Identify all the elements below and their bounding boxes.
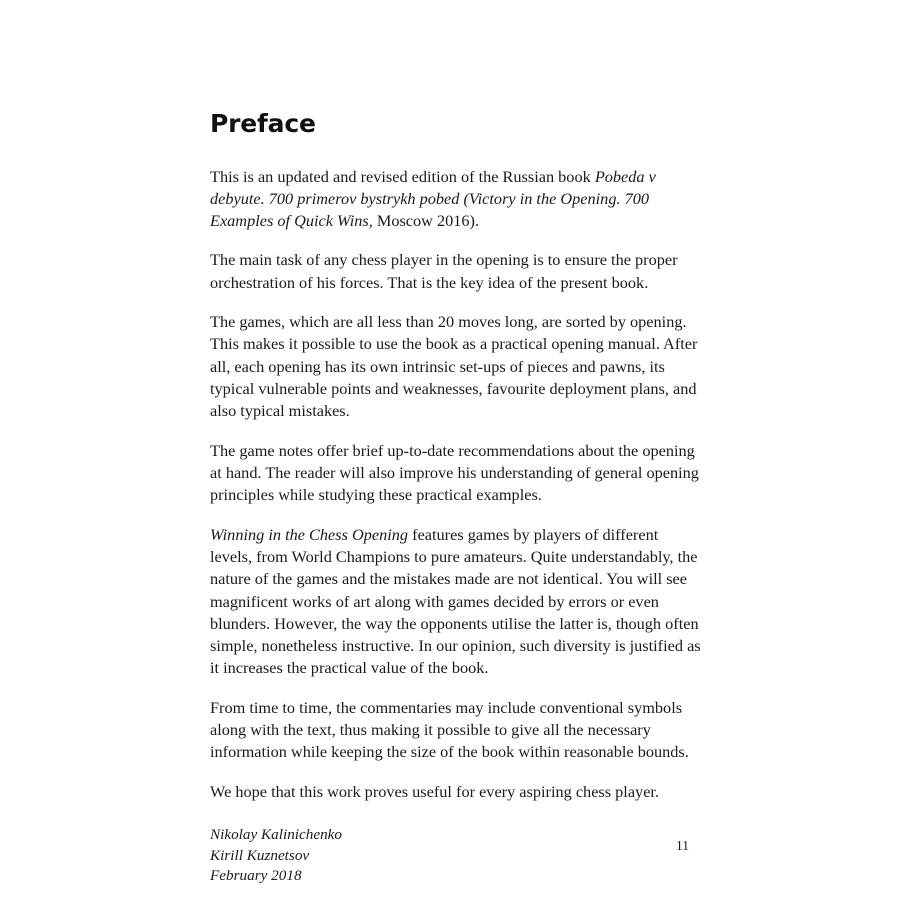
signature-date: February 2018	[210, 867, 302, 885]
signature-author-1: Nikolay Kalinichenko	[210, 826, 343, 843]
paragraph-5-run-1-italic: Winning in the Chess Opening	[210, 524, 409, 544]
paragraph-1	[210, 166, 702, 233]
paragraph-5	[210, 524, 702, 680]
paragraph-1-run-1: This is an updated and revised edition of the Russian book	[210, 166, 595, 186]
paragraph-4: The game notes offer brief up-to-date recommendations about the opening at hand. The reader will also improve his understanding of general opening principles while studying these practical examples.	[210, 440, 699, 505]
paragraph-5-run-2: features games by players of different levels, from World Champions to pure amateurs. Quite understandably, the nature of the games and the mistakes made are not identical. You will see magnificent works of art along with games decided by errors or even blunders. However, the way the opponents utilise the latter is, though often simple, nonetheless instructive. In our opinion, such diversity is justified as it increases the practical value of the book.	[210, 524, 701, 678]
page-title: Preface	[210, 109, 316, 138]
paragraph-1-run-2-italic: Pobeda v debyute. 700 primerov bystrykh pobed (Victory in the Opening. 700 Examples of Quick Wins,	[210, 166, 656, 231]
page-number: 11	[676, 838, 689, 853]
paragraph-7: We hope that this work proves useful for every aspiring chess player.	[210, 781, 660, 801]
paragraph-1-run-3: Moscow 2016).	[372, 211, 480, 231]
page-content	[210, 110, 702, 887]
paragraph-3: The games, which are all less than 20 moves long, are sorted by opening. This makes it possible to use the book as a practical opening manual. After all, each opening has its own intrinsic set-ups of pieces and pawns, its typical vulnerable points and weaknesses, favourite deployment plans, and also typical mistakes.	[210, 312, 698, 421]
paragraph-2: The main task of any chess player in the opening is to ensure the proper orchestration of his forces. That is the key idea of the present book.	[210, 250, 678, 292]
signature-author-2: Kirill Kuznetsov	[210, 846, 310, 864]
signature-block	[210, 825, 702, 887]
paragraph-6: From time to time, the commentaries may include conventional symbols along with the text, thus making it possible to give all the necessary information while keeping the size of the book within reasonable bounds.	[210, 697, 689, 762]
